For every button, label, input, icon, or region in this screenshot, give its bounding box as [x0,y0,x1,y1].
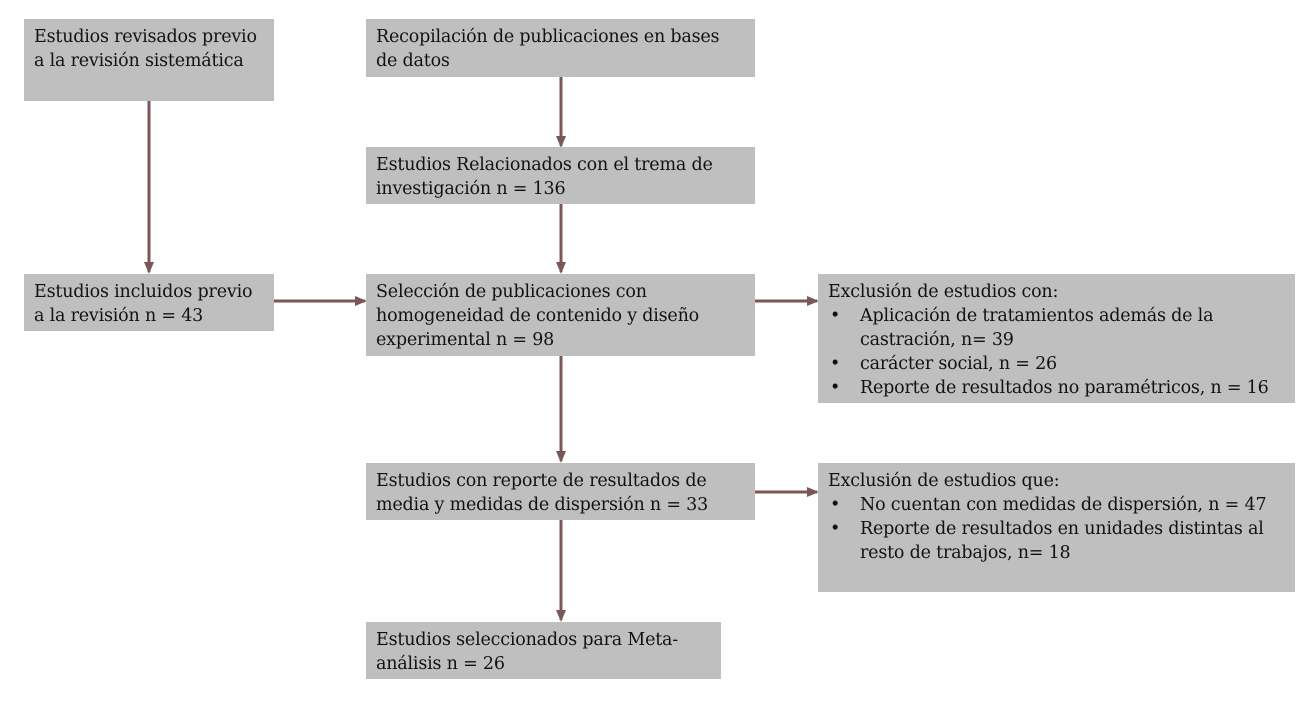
box-text: Recopilación de publicaciones en bases de datos [376,27,720,71]
list-item: • Aplicación de tratamientos además de la castración, n= 39 [828,304,1285,352]
box-text: Estudios con reporte de resultados de media y medidas de dispersión n = 33 [376,471,709,515]
list-item: • carácter social, n = 26 [828,352,1285,376]
box-reporte-resultados [366,463,755,520]
exclusion-2-heading: Exclusión de estudios que: [828,471,1060,491]
box-text: Estudios Relacionados con el trema de investigación n = 136 [376,155,713,199]
exclusion-1-heading: Exclusión de estudios con: [828,282,1059,302]
box-estudios-incluidos-previo [24,274,274,331]
box-estudios-relacionados [366,147,755,204]
box-exclusion-2 [818,463,1295,592]
box-exclusion-1 [818,274,1295,403]
box-text: Estudios seleccionados para Meta-análisis n = 26 [376,630,678,674]
box-recopilacion [366,19,755,77]
list-item: • Reporte de resultados en unidades distintas al resto de trabajos, n= 18 [828,517,1285,565]
box-text: Estudios revisados previo a la revisión sistemática [34,27,257,71]
exclusion-2-list [828,493,1285,565]
box-estudios-revisados-previo [24,19,274,101]
box-text: Selección de publicaciones con homogeneidad de contenido y diseño experimental n = 98 [376,282,699,350]
box-text: Estudios incluidos previo a la revisión n = 43 [34,282,253,326]
box-meta-analisis [366,622,721,679]
list-item: • No cuentan con medidas de dispersión, n = 47 [828,493,1285,517]
box-seleccion-homogeneidad [366,274,755,356]
exclusion-1-list [828,304,1285,400]
list-item: • Reporte de resultados no paramétricos, n = 16 [828,376,1285,400]
